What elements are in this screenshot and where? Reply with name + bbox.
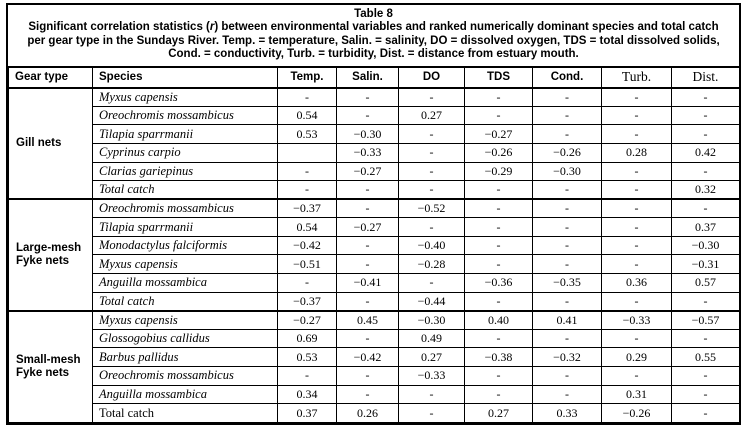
value-cell: −0.33: [399, 367, 465, 386]
value-cell: -: [533, 199, 602, 218]
value-cell: -: [672, 106, 740, 125]
value-cell: −0.30: [672, 236, 740, 255]
table-row: [9, 404, 740, 423]
table-row: [9, 236, 740, 255]
value-cell: -: [533, 367, 602, 386]
value-cell: −0.52: [399, 199, 465, 218]
table-caption-pre: Significant correlation statistics (: [28, 21, 210, 34]
value-cell: −0.51: [278, 255, 337, 274]
value-cell: -: [533, 329, 602, 348]
species-cell: Tilapia sparrmanii: [93, 125, 278, 144]
value-cell: -: [278, 162, 337, 181]
gear-type-cell: Small-mesh Fyke nets: [9, 311, 93, 423]
species-cell: Oreochromis mossambicus: [93, 199, 278, 218]
value-cell: −0.33: [337, 143, 399, 162]
value-cell: -: [533, 236, 602, 255]
value-cell: -: [399, 385, 465, 404]
value-cell: 0.32: [672, 181, 740, 200]
value-cell: −0.27: [337, 162, 399, 181]
value-cell: -: [465, 329, 533, 348]
species-cell: Total catch: [93, 404, 278, 423]
value-cell: 0.34: [278, 385, 337, 404]
column-header-cond: Cond.: [533, 67, 602, 88]
value-cell: -: [465, 255, 533, 274]
value-cell: -: [465, 218, 533, 237]
value-cell: -: [672, 88, 740, 107]
table-header-row: [9, 67, 740, 88]
value-cell: 0.49: [399, 329, 465, 348]
value-cell: -: [672, 292, 740, 311]
value-cell: -: [602, 255, 672, 274]
value-cell: −0.33: [602, 311, 672, 330]
value-cell: −0.27: [465, 125, 533, 144]
value-cell: -: [465, 88, 533, 107]
table-caption: [27, 21, 719, 60]
value-cell: −0.31: [672, 255, 740, 274]
correlation-table: [8, 66, 740, 423]
value-cell: −0.57: [672, 311, 740, 330]
value-cell: -: [672, 367, 740, 386]
value-cell: −0.30: [533, 162, 602, 181]
value-cell: -: [533, 255, 602, 274]
column-header-temp: Temp.: [278, 67, 337, 88]
value-cell: -: [337, 255, 399, 274]
value-cell: -: [602, 329, 672, 348]
value-cell: 0.26: [337, 404, 399, 423]
value-cell: -: [533, 125, 602, 144]
value-cell: −0.38: [465, 348, 533, 367]
table-row: [9, 125, 740, 144]
value-cell: −0.26: [465, 143, 533, 162]
value-cell: -: [672, 125, 740, 144]
species-cell: Total catch: [93, 292, 278, 311]
value-cell: -: [337, 199, 399, 218]
table-row: [9, 329, 740, 348]
value-cell: -: [602, 88, 672, 107]
table-row: [9, 106, 740, 125]
value-cell: -: [672, 162, 740, 181]
column-header-turb: Turb.: [602, 67, 672, 88]
table-row: [9, 181, 740, 200]
species-cell: Total catch: [93, 181, 278, 200]
table-row: [9, 255, 740, 274]
value-cell: -: [465, 236, 533, 255]
gear-type-cell: Large-mesh Fyke nets: [9, 199, 93, 311]
value-cell: -: [399, 181, 465, 200]
value-cell: -: [465, 199, 533, 218]
value-cell: -: [465, 106, 533, 125]
value-cell: -: [337, 88, 399, 107]
value-cell: 0.54: [278, 218, 337, 237]
value-cell: -: [399, 218, 465, 237]
value-cell: -: [399, 143, 465, 162]
value-cell: 0.42: [672, 143, 740, 162]
value-cell: -: [337, 106, 399, 125]
species-cell: Oreochromis mossambicus: [93, 106, 278, 125]
species-cell: Anguilla mossambica: [93, 385, 278, 404]
value-cell: 0.33: [533, 404, 602, 423]
value-cell: -: [602, 106, 672, 125]
table-number: Table 8: [354, 8, 393, 20]
value-cell: 0.54: [278, 106, 337, 125]
value-cell: -: [337, 292, 399, 311]
value-cell: −0.37: [278, 199, 337, 218]
value-cell: -: [399, 404, 465, 423]
species-cell: Monodactylus falciformis: [93, 236, 278, 255]
value-cell: -: [672, 385, 740, 404]
value-cell: -: [533, 181, 602, 200]
value-cell: -: [278, 88, 337, 107]
value-cell: -: [533, 106, 602, 125]
species-cell: Anguilla mossambica: [93, 274, 278, 293]
table-frame: [6, 3, 741, 425]
gear-type-cell: Gill nets: [9, 88, 93, 200]
value-cell: −0.30: [337, 125, 399, 144]
value-cell: -: [533, 385, 602, 404]
value-cell: -: [602, 292, 672, 311]
value-cell: 0.53: [278, 125, 337, 144]
value-cell: -: [533, 292, 602, 311]
value-cell: -: [337, 329, 399, 348]
value-cell: 0.55: [672, 348, 740, 367]
species-cell: Tilapia sparrmanii: [93, 218, 278, 237]
value-cell: −0.26: [602, 404, 672, 423]
value-cell: -: [602, 367, 672, 386]
table-caption-post: ) between environmental variables and ranked numerically dominant species and total catch per gear type in the Sundays River. Temp. = temperature, Salin. = salinity, DO = dissolved oxygen, TDS = total dissolved solids, Cond. = conductivity, Turb. = turbidity, Dist. = distance from estuary mouth.: [27, 21, 720, 61]
value-cell: −0.41: [337, 274, 399, 293]
value-cell: 0.29: [602, 348, 672, 367]
species-cell: Clarias gariepinus: [93, 162, 278, 181]
value-cell: 0.45: [337, 311, 399, 330]
species-cell: Oreochromis mossambicus: [93, 367, 278, 386]
value-cell: 0.37: [278, 404, 337, 423]
value-cell: 0.36: [602, 274, 672, 293]
column-header-do: DO: [399, 67, 465, 88]
species-cell: Cyprinus carpio: [93, 143, 278, 162]
table-row: [9, 274, 740, 293]
value-cell: −0.42: [278, 236, 337, 255]
column-header-geartype: Gear type: [9, 67, 93, 88]
species-cell: Myxus capensis: [93, 255, 278, 274]
value-cell: -: [672, 404, 740, 423]
value-cell: -: [465, 292, 533, 311]
species-cell: Myxus capensis: [93, 311, 278, 330]
value-cell: 0.69: [278, 329, 337, 348]
value-cell: -: [278, 367, 337, 386]
value-cell: -: [602, 236, 672, 255]
table-row: [9, 292, 740, 311]
value-cell: -: [337, 367, 399, 386]
value-cell: -: [278, 274, 337, 293]
column-header-species: Species: [93, 67, 278, 88]
value-cell: −0.35: [533, 274, 602, 293]
table-row: [9, 162, 740, 181]
table-row: [9, 348, 740, 367]
table-caption-r-symbol: r: [209, 21, 215, 34]
value-cell: 0.31: [602, 385, 672, 404]
value-cell: -: [672, 329, 740, 348]
value-cell: −0.27: [278, 311, 337, 330]
value-cell: −0.32: [533, 348, 602, 367]
value-cell: −0.40: [399, 236, 465, 255]
value-cell: −0.27: [337, 218, 399, 237]
value-cell: −0.26: [533, 143, 602, 162]
table-title-block: [8, 5, 739, 66]
table-row: [9, 143, 740, 162]
value-cell: -: [465, 385, 533, 404]
value-cell: 0.41: [533, 311, 602, 330]
value-cell: -: [399, 162, 465, 181]
value-cell: −0.36: [465, 274, 533, 293]
value-cell: −0.44: [399, 292, 465, 311]
value-cell: -: [337, 385, 399, 404]
column-header-tds: TDS: [465, 67, 533, 88]
value-cell: -: [337, 236, 399, 255]
value-cell: 0.53: [278, 348, 337, 367]
value-cell: -: [672, 199, 740, 218]
value-cell: -: [399, 125, 465, 144]
value-cell: −0.28: [399, 255, 465, 274]
value-cell: -: [465, 367, 533, 386]
value-cell: 0.27: [399, 106, 465, 125]
value-cell: -: [602, 125, 672, 144]
table-row: [9, 367, 740, 386]
value-cell: -: [602, 218, 672, 237]
table-row: [9, 218, 740, 237]
value-cell: −0.37: [278, 292, 337, 311]
value-cell: -: [399, 88, 465, 107]
table-row: [9, 199, 740, 218]
value-cell: [278, 143, 337, 162]
column-header-salin: Salin.: [337, 67, 399, 88]
value-cell: 0.57: [672, 274, 740, 293]
value-cell: −0.42: [337, 348, 399, 367]
value-cell: 0.37: [672, 218, 740, 237]
value-cell: 0.40: [465, 311, 533, 330]
value-cell: −0.30: [399, 311, 465, 330]
value-cell: -: [278, 181, 337, 200]
value-cell: 0.28: [602, 143, 672, 162]
value-cell: -: [602, 199, 672, 218]
value-cell: -: [602, 181, 672, 200]
value-cell: −0.29: [465, 162, 533, 181]
value-cell: -: [337, 181, 399, 200]
value-cell: 0.27: [399, 348, 465, 367]
value-cell: -: [533, 218, 602, 237]
species-cell: Barbus pallidus: [93, 348, 278, 367]
species-cell: Glossogobius callidus: [93, 329, 278, 348]
table-row: [9, 88, 740, 107]
value-cell: -: [602, 162, 672, 181]
table-row: [9, 311, 740, 330]
column-header-dist: Dist.: [672, 67, 740, 88]
species-cell: Myxus capensis: [93, 88, 278, 107]
table-row: [9, 385, 740, 404]
value-cell: -: [399, 274, 465, 293]
value-cell: -: [533, 88, 602, 107]
value-cell: -: [465, 181, 533, 200]
value-cell: 0.27: [465, 404, 533, 423]
